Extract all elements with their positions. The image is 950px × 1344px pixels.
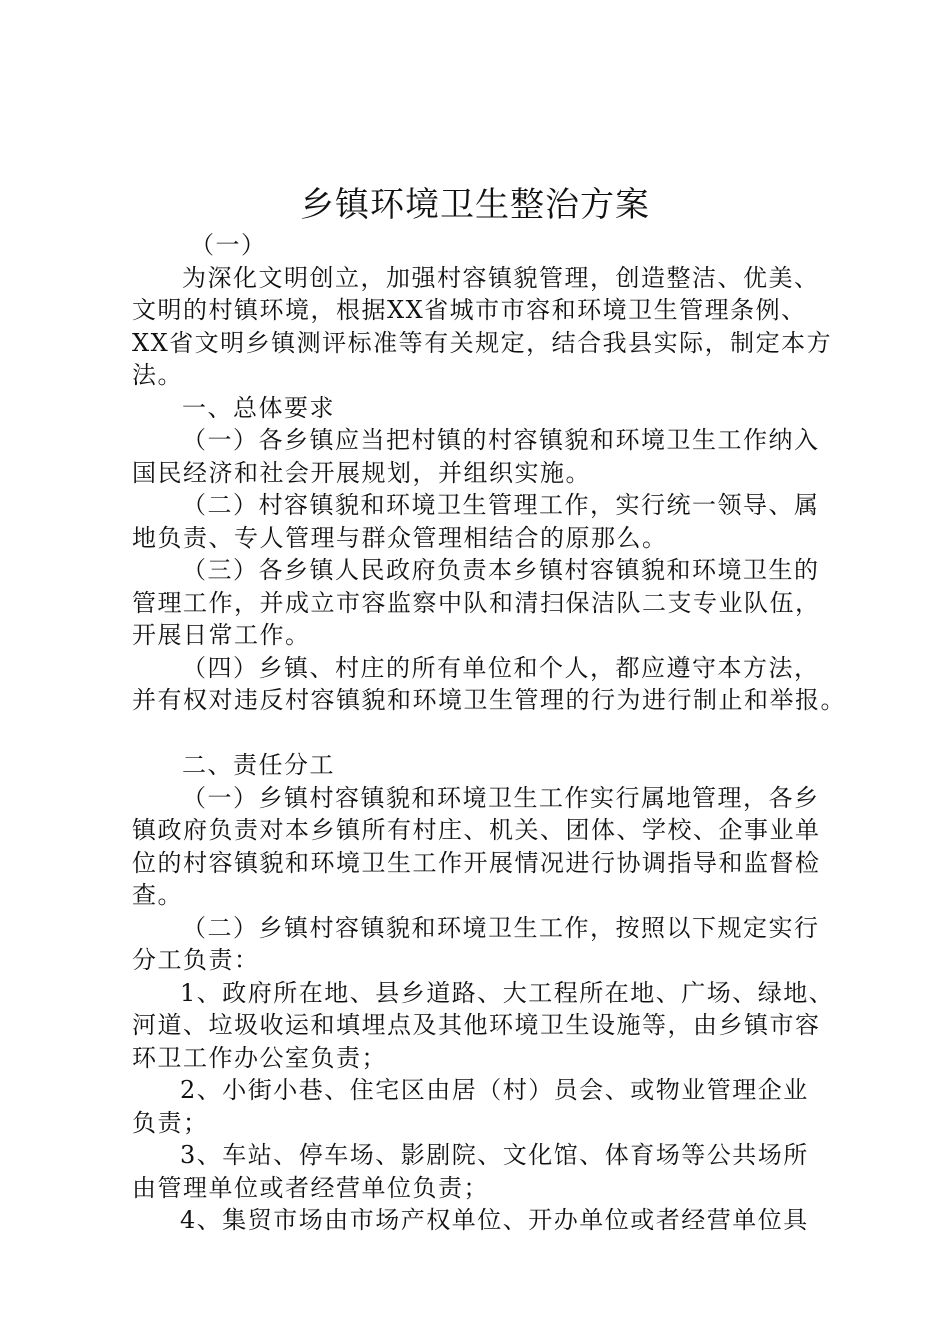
paragraph-line: （三）各乡镇人民政府负责本乡镇村容镇貌和环境卫生的 xyxy=(182,556,820,584)
paragraph-line: 文明的村镇环境，根据XX省城市市容和环境卫生管理条例、 xyxy=(132,296,807,324)
paragraph-line: 河道、垃圾收运和填埋点及其他环境卫生设施等，由乡镇市容 xyxy=(132,1011,821,1039)
paragraph-line: 4、集贸市场由市场产权单位、开办单位或者经营单位具 xyxy=(180,1206,809,1234)
paragraph-line: 镇政府负责对本乡镇所有村庄、机关、团体、学校、企事业单 xyxy=(132,816,821,844)
paragraph-line: 法。 xyxy=(132,361,183,389)
paragraph-line: 为深化文明创立，加强村容镇貌管理，创造整洁、优美、 xyxy=(182,263,820,292)
paragraph-line: （一） xyxy=(190,231,267,259)
paragraph-line: 地负责、专人管理与群众管理相结合的原那么。 xyxy=(132,523,668,552)
paragraph-line: （二）村容镇貌和环境卫生管理工作，实行统一领导、属 xyxy=(182,491,820,519)
paragraph-line: 由管理单位或者经营单位负责； xyxy=(132,1173,489,1202)
paragraph-line: （一）各乡镇应当把村镇的村容镇貌和环境卫生工作纳入 xyxy=(182,426,820,454)
document-body xyxy=(132,229,846,1237)
paragraph-line: XX省文明乡镇测评标准等有关规定，结合我县实际，制定本方 xyxy=(132,328,833,357)
paragraph-line: 管理工作，并成立市容监察中队和清扫保洁队二支专业队伍， xyxy=(132,588,821,617)
paragraph-line: （四）乡镇、村庄的所有单位和个人，都应遵守本方法， xyxy=(182,653,820,682)
section-heading: 一、总体要求 xyxy=(182,393,335,422)
paragraph-line: （二）乡镇村容镇貌和环境卫生工作，按照以下规定实行 xyxy=(182,913,820,942)
paragraph-line: 环卫工作办公室负责； xyxy=(132,1043,387,1072)
section-heading: 二、责任分工 xyxy=(182,751,335,779)
paragraph-line: 位的村容镇貌和环境卫生工作开展情况进行协调指导和监督检 xyxy=(132,848,821,877)
paragraph-line: 开展日常工作。 xyxy=(132,621,311,649)
paragraph-line: 负责； xyxy=(132,1108,209,1137)
paragraph-line: 2、小街小巷、住宅区由居（村）员会、或物业管理企业 xyxy=(180,1076,809,1104)
paragraph-line: 并有权对违反村容镇貌和环境卫生管理的行为进行制止和举报。 xyxy=(132,686,846,714)
paragraph-line: 查。 xyxy=(132,881,183,909)
document-title: 乡镇环境卫生整治方案 xyxy=(300,185,650,225)
paragraph-line: 3、车站、停车场、影剧院、文化馆、体育场等公共场所 xyxy=(180,1141,809,1169)
paragraph-line: 国民经济和社会开展规划，并组织实施。 xyxy=(132,458,591,487)
blank-line xyxy=(132,717,822,750)
paragraph-line: （一）乡镇村容镇貌和环境卫生工作实行属地管理，各乡 xyxy=(182,783,820,812)
paragraph-line: 分工负责： xyxy=(132,946,260,974)
paragraph-line: 1、政府所在地、县乡道路、大工程所在地、广场、绿地、 xyxy=(180,978,835,1007)
